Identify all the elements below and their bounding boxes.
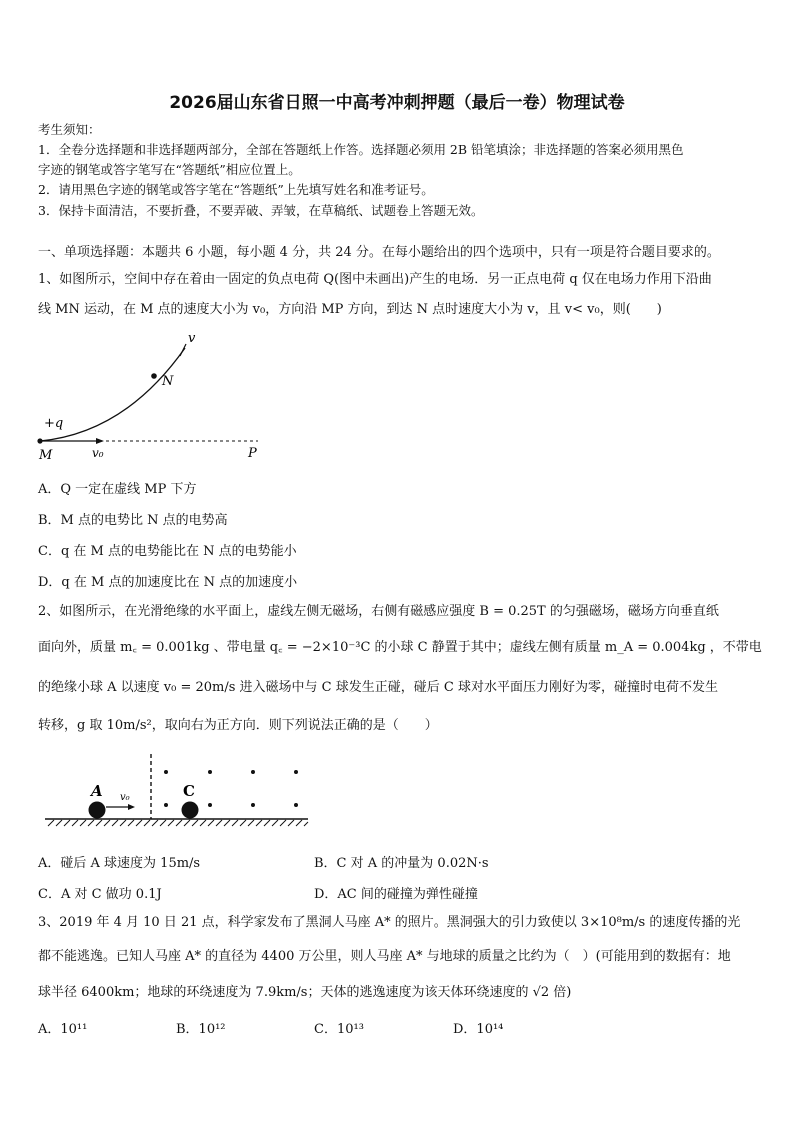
notice-heading: 考生须知： [38, 122, 101, 137]
ball-a [89, 802, 106, 819]
q2-stem-line-4: 转移，g 取 10m/s²，取向右为正方向．则下列说法正确的是（ ） [38, 718, 438, 733]
page-title: 2026届山东省日照一中高考冲刺押题（最后一卷）物理试卷 [169, 93, 625, 113]
q3-stem-line-3: 球半径 6400km；地球的环绕速度为 7.9km/s；天体的逃逸速度为该天体环绕速度的 √2 倍) [38, 985, 572, 1000]
charge-q-dot [37, 438, 42, 443]
label-n: N [162, 374, 174, 389]
q1-stem-line-2: 线 MN 运动，在 M 点的速度大小为 v₀，方向沿 MP 方向，到达 N 点时速度大小为 v，且 v< v₀，则( ) [38, 302, 662, 317]
point-n [151, 373, 157, 379]
q2-figure [40, 750, 320, 830]
notice-item-1-line-1: 1．全卷分选择题和非选择题两部分，全部在答题纸上作答。选择题必须用 2B 铅笔填涂；非选择题的答案必须用黑色 [38, 142, 684, 157]
q3-option-b: B．10¹² [176, 1022, 226, 1037]
q2-stem-line-1: 2、如图所示，在光滑绝缘的水平面上，虚线左侧无磁场，右侧有磁感应强度 B = 0.25T 的匀强磁场，磁场方向垂直纸 [38, 604, 719, 619]
q1-figure [30, 328, 280, 468]
notice-item-2: 2．请用黑色字迹的钢笔或答字笔在“答题纸”上先填写姓名和准考证号。 [38, 182, 434, 197]
label-v: v [188, 331, 196, 346]
notice-item-1-line-2: 字迹的钢笔或答字笔写在“答题纸”相应位置上。 [38, 162, 301, 177]
ground-hatching [48, 820, 308, 826]
section-heading: 一、单项选择题：本题共 6 小题，每小题 4 分，共 24 分。在每小题给出的四个选项中，只有一项是符合题目要求的。 [38, 245, 720, 260]
q2-option-c: C．A 对 C 做功 0.1J [38, 887, 162, 902]
ball-c [182, 802, 199, 819]
notice-item-3: 3．保持卡面清洁，不要折叠，不要弄破、弄皱，在草稿纸、试题卷上答题无效。 [38, 203, 484, 218]
velocity-arrow-v [180, 344, 186, 356]
q3-option-c: C．10¹³ [314, 1022, 364, 1037]
label-m: M [39, 448, 53, 463]
q2-option-a: A．碰后 A 球速度为 15m/s [38, 856, 201, 871]
q1-option-a: A．Q 一定在虚线 MP 下方 [38, 482, 197, 497]
label-ball-v0: v₀ [120, 792, 130, 803]
label-plus-q: +q [44, 416, 64, 431]
q2-stem-line-2: 面向外，质量 m꜀ = 0.001kg 、带电量 q꜀ = −2×10⁻³C 的小球 C 静置于其中；虚线左侧有质量 m_A = 0.004kg ，不带电 [38, 640, 762, 655]
q1-option-c: C．q 在 M 点的电势能比在 N 点的电势能小 [38, 544, 297, 559]
label-ball-a: A [91, 782, 103, 800]
label-v0: v₀ [92, 446, 104, 460]
q1-stem-line-1: 1、如图所示，空间中存在着由一固定的负点电荷 Q(图中未画出)产生的电场．另一正点电荷 q 仅在电场力作用下沿曲 [38, 272, 712, 287]
label-p: P [248, 446, 257, 461]
q3-option-a: A．10¹¹ [38, 1022, 88, 1037]
q3-stem-line-1: 3、2019 年 4 月 10 日 21 点，科学家发布了黑洞人马座 A* 的照片。黑洞强大的引力致使以 3×10⁸m/s 的速度传播的光 [38, 915, 741, 930]
q1-option-b: B．M 点的电势比 N 点的电势高 [38, 513, 228, 528]
q3-stem-line-2: 都不能逃逸。已知人马座 A* 的直径为 4400 万公里，则人马座 A* 与地球的质量之比约为（ ）(可能用到的数据有：地 [38, 949, 731, 964]
q1-option-d: D．q 在 M 点的加速度比在 N 点的加速度小 [38, 575, 298, 590]
q2-option-d: D．AC 间的碰撞为弹性碰撞 [314, 887, 478, 902]
q3-option-d: D．10¹⁴ [453, 1022, 504, 1037]
q2-stem-line-3: 的绝缘小球 A 以速度 v₀ = 20m/s 进入磁场中与 C 球发生正碰，碰后 C 球对水平面压力刚好为零，碰撞时电荷不发生 [38, 680, 718, 695]
label-ball-c: C [183, 782, 195, 800]
q2-option-b: B．C 对 A 的冲量为 0.02N·s [314, 856, 489, 871]
